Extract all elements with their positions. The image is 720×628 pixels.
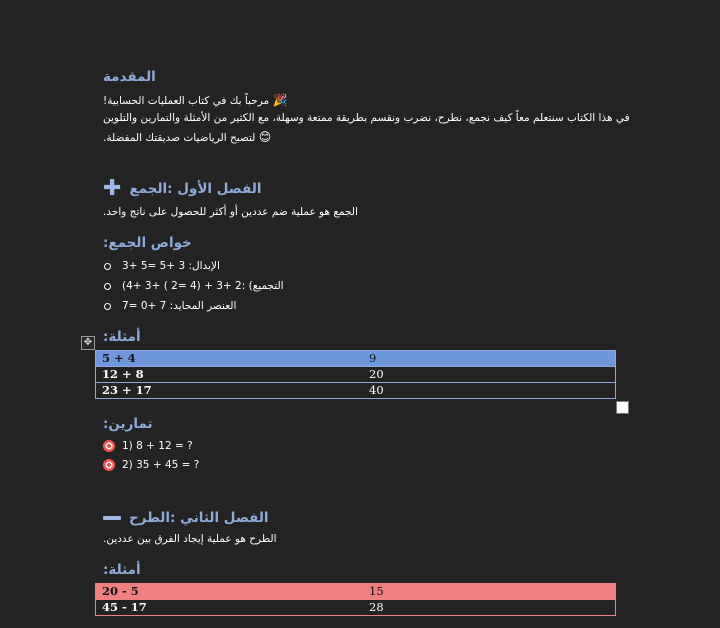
plus-icon: ✚: [103, 176, 122, 201]
exercise-text: 2) 35 + 45 = ?: [122, 459, 200, 471]
list-item: [104, 276, 284, 296]
addition-examples-table[interactable]: [95, 350, 616, 399]
table-cell[interactable]: 20 - 5: [102, 584, 139, 598]
table-cell[interactable]: 5 + 4: [102, 351, 136, 365]
chapter1-title-text: الفصل الأول :الجمع: [129, 181, 262, 197]
table-cell[interactable]: 15: [369, 584, 384, 598]
exercises-heading: :تمارين: [103, 416, 153, 432]
target-icon: [103, 440, 115, 452]
table-cell[interactable]: 12 + 8: [102, 367, 144, 381]
intro-line-1: في هذا الكتاب سنتعلم معاً كيف نجمع، نطرح، نضرب ونقسم بطريقة ممتعة وسهلة، مع الكثير من الأمثلة والتمارين والتلوين: [103, 112, 630, 124]
table-cell[interactable]: 20: [369, 367, 384, 381]
chapter2-definition: .الطرح هو عملية إيجاد الفرق بين عددين: [103, 533, 277, 545]
party-popper-icon: 🎉: [272, 93, 288, 107]
table-cell[interactable]: 9: [369, 351, 377, 365]
properties-heading: :خواص الجمع: [103, 235, 192, 251]
examples-heading-2: :أمثلة: [103, 562, 141, 578]
circle-bullet-icon: [104, 263, 111, 270]
property-text: 3+ 5= 5+ 3 :الإبدال: [122, 260, 220, 272]
exercise-item: [103, 456, 199, 474]
table-cell[interactable]: 28: [369, 600, 384, 614]
examples-heading-1: :أمثلة: [103, 329, 141, 345]
welcome-text: !مرحباً بك في كتاب العمليات الحسابية: [103, 95, 270, 107]
circle-bullet-icon: [104, 283, 111, 290]
property-text: (4+ 3+ ( 2= 4) + 3+ 2: (التجميع: [122, 280, 284, 292]
table-row: [96, 584, 616, 600]
properties-list: [104, 256, 284, 316]
exercise-text: 1) 8 + 12 = ?: [122, 440, 193, 452]
table-resize-handle[interactable]: [616, 401, 629, 414]
table-row: [96, 383, 616, 399]
intro-line-2: [103, 128, 271, 147]
minus-icon: [103, 516, 121, 520]
intro-welcome: [103, 91, 287, 110]
table-cell[interactable]: 45 - 17: [102, 600, 147, 614]
circle-bullet-icon: [104, 303, 111, 310]
intro-line-2-text: .لتصبح الرياضيات صديقتك المفضلة: [103, 132, 256, 144]
smiling-face-icon: 😊: [258, 130, 272, 144]
property-text: 7= 0+ 7 :العنصر المحايد: [122, 300, 237, 312]
table-row: [96, 600, 616, 616]
subtraction-examples-table[interactable]: [95, 583, 616, 616]
table-row: [96, 367, 616, 383]
chapter1-definition: .الجمع هو عملية ضم عددين أو أكثر للحصول على ناتج واحد: [103, 206, 358, 218]
chapter2-title: [103, 508, 269, 528]
exercise-item: [103, 437, 193, 455]
chapter2-title-text: الفصل الثاني :الطرح: [129, 510, 269, 526]
table-move-handle-icon[interactable]: ✥: [81, 336, 95, 350]
target-icon: [103, 459, 115, 471]
table-cell[interactable]: 40: [369, 383, 384, 397]
chapter1-title: [103, 176, 262, 201]
intro-heading: المقدمة: [103, 69, 156, 85]
table-cell[interactable]: 23 + 17: [102, 383, 152, 397]
list-item: [104, 256, 284, 276]
list-item: [104, 296, 284, 316]
table-row: [96, 351, 616, 367]
